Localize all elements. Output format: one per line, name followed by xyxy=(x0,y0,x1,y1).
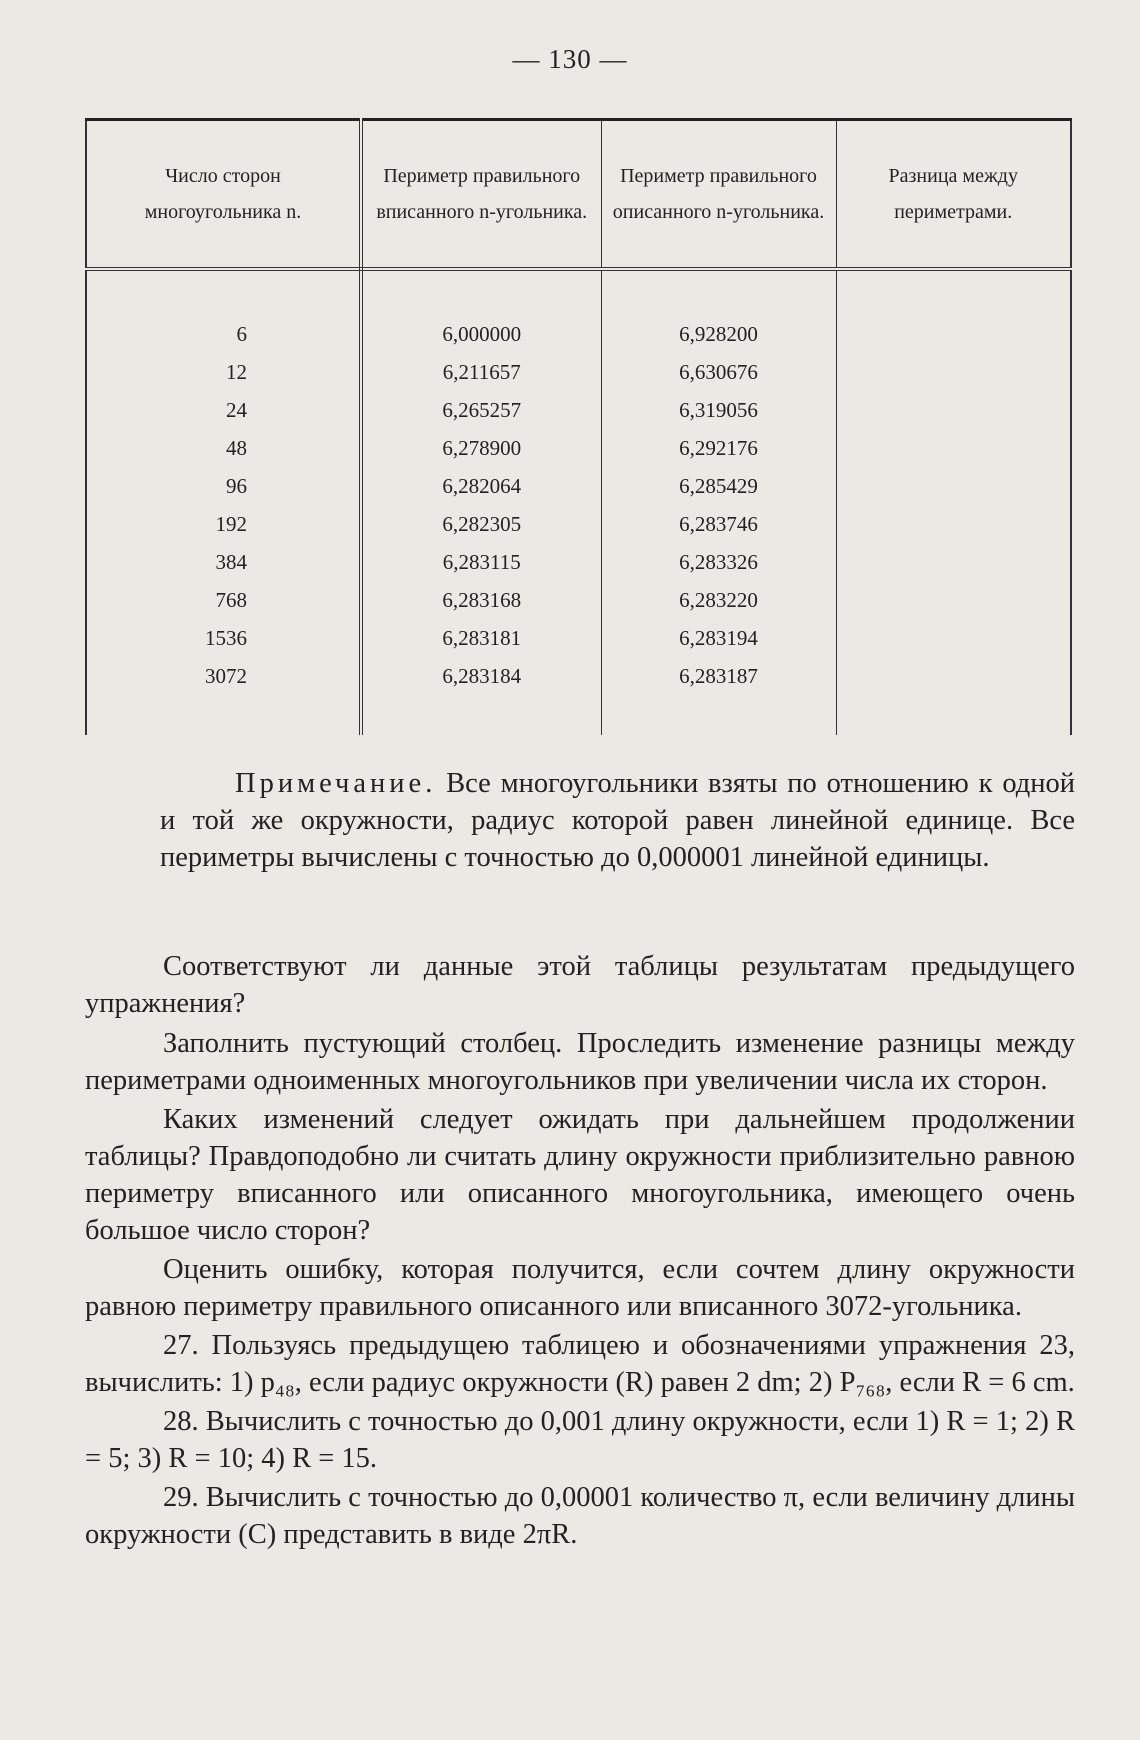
exercise-28: 28. Вычислить с точностью до 0,001 длину окружности, если 1) R = 1; 2) R = 5; 3) R = 10; 4) R = 15. xyxy=(85,1406,1075,1474)
table-note xyxy=(160,765,1075,876)
cell-circumscribed: 6,283326 xyxy=(601,543,836,581)
cell-circumscribed: 6,292176 xyxy=(601,429,836,467)
table-row xyxy=(86,429,1071,467)
note-text: Все многоугольники взяты по отношению к одной и той же окружности, радиус которой равен линейной единице. Все периметры вычислены с точностью до 0,000001 линейной единицы. xyxy=(160,768,1076,873)
cell-difference xyxy=(836,505,1071,543)
cell-difference xyxy=(836,619,1071,657)
cell-n: 12 xyxy=(86,353,361,391)
cell-inscribed: 6,283181 xyxy=(361,619,601,657)
header-circumscribed-perimeter: Периметр правильного описанного n-угольника. xyxy=(601,120,836,270)
paragraph: Соответствуют ли данные этой таблицы результатам предыдущего упражнения? xyxy=(85,951,1075,1019)
perimeter-table-container xyxy=(85,118,1070,735)
cell-inscribed: 6,283168 xyxy=(361,581,601,619)
paragraph: Заполнить пустующий столбец. Проследить изменение разницы между периметрами одноименных многоугольников при увеличении числа их сторон. xyxy=(85,1028,1075,1096)
cell-circumscribed: 6,283187 xyxy=(601,657,836,735)
cell-difference xyxy=(836,467,1071,505)
cell-difference xyxy=(836,429,1071,467)
perimeter-table xyxy=(85,118,1072,735)
cell-circumscribed: 6,319056 xyxy=(601,391,836,429)
cell-n: 48 xyxy=(86,429,361,467)
table-row xyxy=(86,657,1071,735)
cell-difference xyxy=(836,391,1071,429)
cell-inscribed: 6,278900 xyxy=(361,429,601,467)
note-label: Примечание. xyxy=(235,768,437,799)
header-difference: Разница между периметрами. xyxy=(836,120,1071,270)
cell-n: 96 xyxy=(86,467,361,505)
cell-inscribed: 6,283184 xyxy=(361,657,601,735)
cell-circumscribed: 6,928200 xyxy=(601,269,836,353)
exercise-text xyxy=(85,948,1075,1555)
cell-n: 384 xyxy=(86,543,361,581)
cell-difference xyxy=(836,353,1071,391)
cell-circumscribed: 6,283220 xyxy=(601,581,836,619)
cell-inscribed: 6,282305 xyxy=(361,505,601,543)
cell-inscribed: 6,282064 xyxy=(361,467,601,505)
cell-difference xyxy=(836,543,1071,581)
table-row xyxy=(86,269,1071,353)
cell-difference xyxy=(836,269,1071,353)
table-row xyxy=(86,391,1071,429)
table-row xyxy=(86,353,1071,391)
cell-n: 3072 xyxy=(86,657,361,735)
cell-circumscribed: 6,283746 xyxy=(601,505,836,543)
cell-n: 6 xyxy=(86,269,361,353)
paragraph: Оценить ошибку, которая получится, если сочтем длину окружности равною периметру правильного описанного или вписанного 3072-угольника. xyxy=(85,1254,1075,1322)
table-row xyxy=(86,581,1071,619)
cell-n: 1536 xyxy=(86,619,361,657)
cell-inscribed: 6,283115 xyxy=(361,543,601,581)
paragraph: Каких изменений следует ожидать при дальнейшем продолжении таблицы? Правдоподобно ли считать длину окружности приблизительно равною периметру вписанного или описанного многоугольника, имеющего очень большое число сторон? xyxy=(85,1104,1075,1246)
exercise-27: 27. Пользуясь предыдущею таблицею и обозначениями упражнения 23, вычислить: 1) p₄₈, если радиус окружности (R) равен 2 dm; 2) P₇₆₈, если R = 6 cm. xyxy=(85,1330,1075,1398)
page-number: — 130 — xyxy=(512,44,628,74)
cell-n: 24 xyxy=(86,391,361,429)
cell-n: 192 xyxy=(86,505,361,543)
cell-inscribed: 6,265257 xyxy=(361,391,601,429)
table-body xyxy=(86,269,1071,735)
cell-n: 768 xyxy=(86,581,361,619)
table-row xyxy=(86,505,1071,543)
cell-circumscribed: 6,630676 xyxy=(601,353,836,391)
cell-inscribed: 6,211657 xyxy=(361,353,601,391)
cell-difference xyxy=(836,581,1071,619)
table-row xyxy=(86,543,1071,581)
header-inscribed-perimeter: Периметр правильного вписанного n-угольника. xyxy=(361,120,601,270)
cell-circumscribed: 6,283194 xyxy=(601,619,836,657)
table-row xyxy=(86,619,1071,657)
header-sides-count: Число сторон многоугольника n. xyxy=(86,120,361,270)
cell-difference xyxy=(836,657,1071,735)
table-header-row xyxy=(86,120,1071,270)
exercise-29: 29. Вычислить с точностью до 0,00001 количество π, если величину длины окружности (C) представить в виде 2πR. xyxy=(85,1482,1075,1550)
cell-inscribed: 6,000000 xyxy=(361,269,601,353)
note-paragraph xyxy=(160,765,1075,876)
table-row xyxy=(86,467,1071,505)
cell-circumscribed: 6,285429 xyxy=(601,467,836,505)
